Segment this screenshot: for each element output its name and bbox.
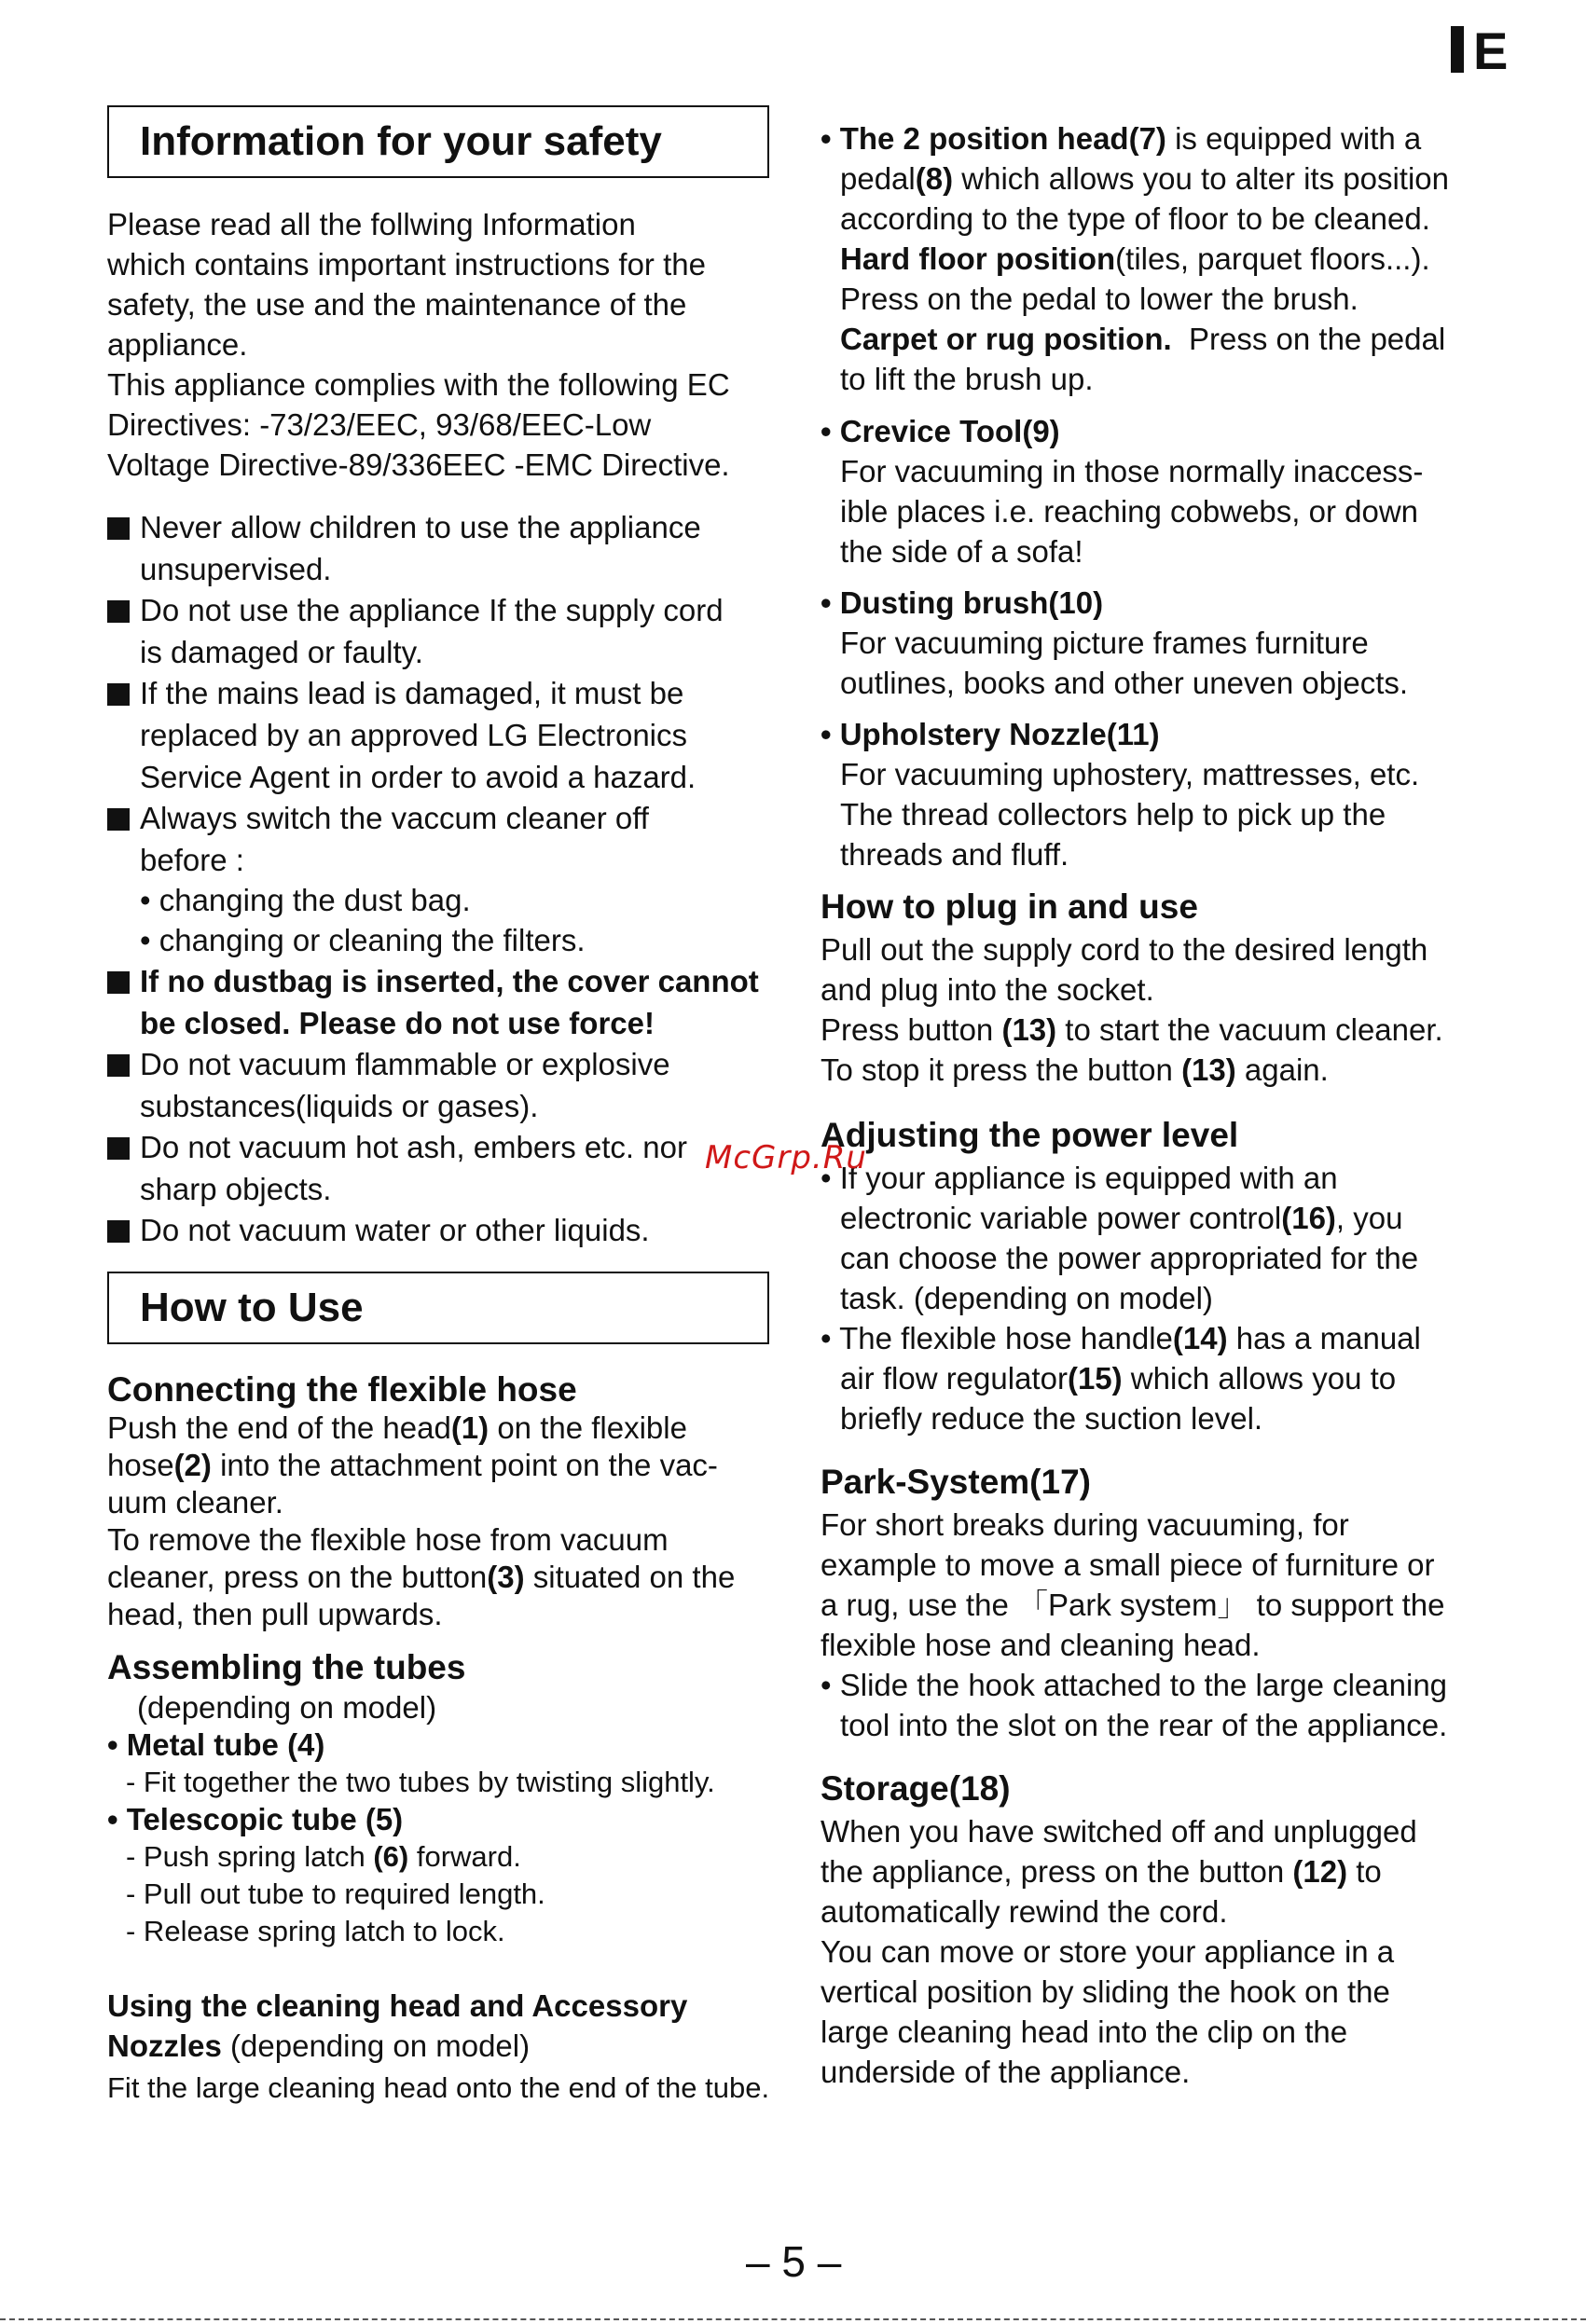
tube-note: - Push spring latch (6) forward. xyxy=(126,1840,521,1873)
body-line: the side of a sofa! xyxy=(840,534,1083,569)
bullet-line: Never allow children to use the appliance xyxy=(140,510,701,544)
body-line: • The flexible hose handle(14) has a manual xyxy=(821,1321,1421,1355)
body-line: For vacuuming picture frames furniture xyxy=(840,626,1369,660)
section-heading: Connecting the flexible hose xyxy=(107,1370,577,1409)
intro-line: which contains important instructions for the xyxy=(107,247,706,282)
body-line: a rug, use the 「Park system」 to support the xyxy=(821,1588,1445,1622)
body-line: automatically rewind the cord. xyxy=(821,1894,1228,1929)
section-heading: Nozzles (depending on model) xyxy=(107,2028,531,2063)
bullet-line: Always switch the vaccum cleaner off xyxy=(140,801,649,835)
tab-bar xyxy=(1451,26,1464,73)
body-line: threads and fluff. xyxy=(840,837,1069,872)
body-line: underside of the appliance. xyxy=(821,2055,1191,2089)
bullet-line: replaced by an approved LG Electronics xyxy=(140,718,688,752)
square-bullet-icon xyxy=(107,683,130,706)
safety-title-box xyxy=(107,105,769,178)
bullet-line: sharp objects. xyxy=(140,1172,332,1206)
section-heading: How to plug in and use xyxy=(821,887,1198,926)
body-line: task. (depending on model) xyxy=(840,1281,1213,1315)
body-line: Pull out the supply cord to the desired length xyxy=(821,932,1428,967)
body-line: For short breaks during vacuuming, for xyxy=(821,1507,1349,1542)
bullet-line: substances(liquids or gases). xyxy=(140,1089,539,1123)
bullet-line: Service Agent in order to avoid a hazard. xyxy=(140,760,696,794)
body-line: (depending on model) xyxy=(137,1690,437,1725)
body-line: can choose the power appropriated for the xyxy=(840,1241,1419,1275)
body-line: Push the end of the head(1) on the flexible xyxy=(107,1410,687,1445)
section-heading: Storage(18) xyxy=(821,1769,1011,1808)
body-line: the appliance, press on the button (12) to xyxy=(821,1854,1382,1889)
body-line: large cleaning head into the clip on the xyxy=(821,2015,1348,2049)
bullet-line: Do not vacuum water or other liquids. xyxy=(140,1213,650,1247)
howto-title: How to Use xyxy=(140,1285,364,1330)
body-line: You can move or store your appliance in a xyxy=(821,1934,1395,1969)
language-tab xyxy=(1451,21,1509,80)
body-line: and plug into the socket. xyxy=(821,972,1154,1007)
body-line: Fit the large cleaning head onto the end of the tube. xyxy=(107,2071,770,2104)
square-bullet-icon xyxy=(107,1137,130,1160)
body-line: To remove the flexible hose from vacuum xyxy=(107,1522,669,1557)
howto-title-box xyxy=(107,1272,769,1344)
tube-item: • Metal tube (4) xyxy=(107,1727,325,1762)
tube-note: - Release spring latch to lock. xyxy=(126,1915,505,1947)
square-bullet-icon xyxy=(107,971,130,994)
square-bullet-icon xyxy=(107,808,130,831)
bullet-line: Do not vacuum hot ash, embers etc. nor xyxy=(140,1130,687,1164)
section-heading: Adjusting the power level xyxy=(821,1116,1239,1154)
body-line: To stop it press the button (13) again. xyxy=(821,1052,1329,1087)
watermark: McGrp.Ru xyxy=(705,1139,867,1176)
square-bullet-icon xyxy=(107,1220,130,1243)
square-bullet-icon xyxy=(107,517,130,540)
body-line: Press button (13) to start the vacuum cleaner. xyxy=(821,1012,1443,1047)
page-divider xyxy=(0,2318,1586,2320)
section-heading: Park-System(17) xyxy=(821,1463,1091,1501)
bullet-line: • changing or cleaning the filters. xyxy=(140,923,586,957)
section-heading: Assembling the tubes xyxy=(107,1648,466,1686)
body-line: uum cleaner. xyxy=(107,1485,283,1520)
body-line: The thread collectors help to pick up the xyxy=(840,797,1386,832)
bullet-line: If no dustbag is inserted, the cover cannot xyxy=(140,964,759,998)
body-line: briefly reduce the suction level. xyxy=(840,1401,1263,1436)
body-line: For vacuuming uphostery, mattresses, etc. xyxy=(840,757,1420,791)
body-line: • Slide the hook attached to the large cleaning xyxy=(821,1668,1448,1702)
body-line: Hard floor position(tiles, parquet floors...). xyxy=(840,241,1430,276)
section-heading: Using the cleaning head and Accessory xyxy=(107,1988,688,2023)
body-line: electronic variable power control(16), you xyxy=(840,1201,1403,1235)
body-line: Carpet or rug position. Press on the pedal xyxy=(840,322,1446,356)
bullet-line: unsupervised. xyxy=(140,552,332,586)
body-line: hose(2) into the attachment point on the vac- xyxy=(107,1448,718,1482)
body-line: flexible hose and cleaning head. xyxy=(821,1628,1261,1662)
body-line: air flow regulator(15) which allows you to xyxy=(840,1361,1397,1396)
tube-note: - Pull out tube to required length. xyxy=(126,1877,545,1910)
square-bullet-icon xyxy=(107,600,130,623)
bullet-line: before : xyxy=(140,843,244,877)
bullet-line: If the mains lead is damaged, it must be xyxy=(140,676,684,710)
body-line: Press on the pedal to lower the brush. xyxy=(840,282,1358,316)
tube-item: • Telescopic tube (5) xyxy=(107,1802,404,1836)
body-line: according to the type of floor to be cleaned. xyxy=(840,201,1430,236)
bullet-line: Do not use the appliance If the supply cord xyxy=(140,593,724,627)
item-title: • Crevice Tool(9) xyxy=(821,414,1060,448)
bullet-line: is damaged or faulty. xyxy=(140,635,423,669)
tube-note: - Fit together the two tubes by twisting slightly. xyxy=(126,1766,715,1798)
item-title: • Dusting brush(10) xyxy=(821,585,1104,620)
language-letter: E xyxy=(1473,21,1509,80)
body-line: to lift the brush up. xyxy=(840,362,1094,396)
page-number: – 5 – xyxy=(746,2237,842,2286)
body-line: • If your appliance is equipped with an xyxy=(821,1161,1338,1195)
intro-line: Voltage Directive-89/336EEC -EMC Directive. xyxy=(107,447,730,482)
body-line: For vacuuming in those normally inaccess- xyxy=(840,454,1424,488)
body-line: cleaner, press on the button(3) situated on the xyxy=(107,1560,736,1594)
body-line: ible places i.e. reaching cobwebs, or down xyxy=(840,494,1419,529)
intro-line: Please read all the follwing Information xyxy=(107,207,636,241)
body-line: • The 2 position head(7) is equipped with a xyxy=(821,121,1422,156)
intro-line: appliance. xyxy=(107,327,248,362)
body-line: outlines, books and other uneven objects. xyxy=(840,666,1409,700)
body-line: example to move a small piece of furniture or xyxy=(821,1547,1435,1582)
body-line: vertical position by sliding the hook on the xyxy=(821,1974,1390,2009)
body-line: pedal(8) which allows you to alter its position xyxy=(840,161,1450,196)
item-title: • Upholstery Nozzle(11) xyxy=(821,717,1160,751)
safety-title: Information for your safety xyxy=(140,118,662,164)
body-line: When you have switched off and unplugged xyxy=(821,1814,1417,1849)
bullet-line: • changing the dust bag. xyxy=(140,883,471,917)
bullet-line: Do not vacuum flammable or explosive xyxy=(140,1047,670,1081)
body-line: head, then pull upwards. xyxy=(107,1597,443,1631)
square-bullet-icon xyxy=(107,1054,130,1077)
intro-line: This appliance complies with the following EC xyxy=(107,367,730,402)
intro-line: safety, the use and the maintenance of the xyxy=(107,287,687,322)
bullet-line: be closed. Please do not use force! xyxy=(140,1006,655,1040)
body-line: tool into the slot on the rear of the appliance. xyxy=(840,1708,1448,1742)
intro-line: Directives: -73/23/EEC, 93/68/EEC-Low xyxy=(107,407,652,442)
